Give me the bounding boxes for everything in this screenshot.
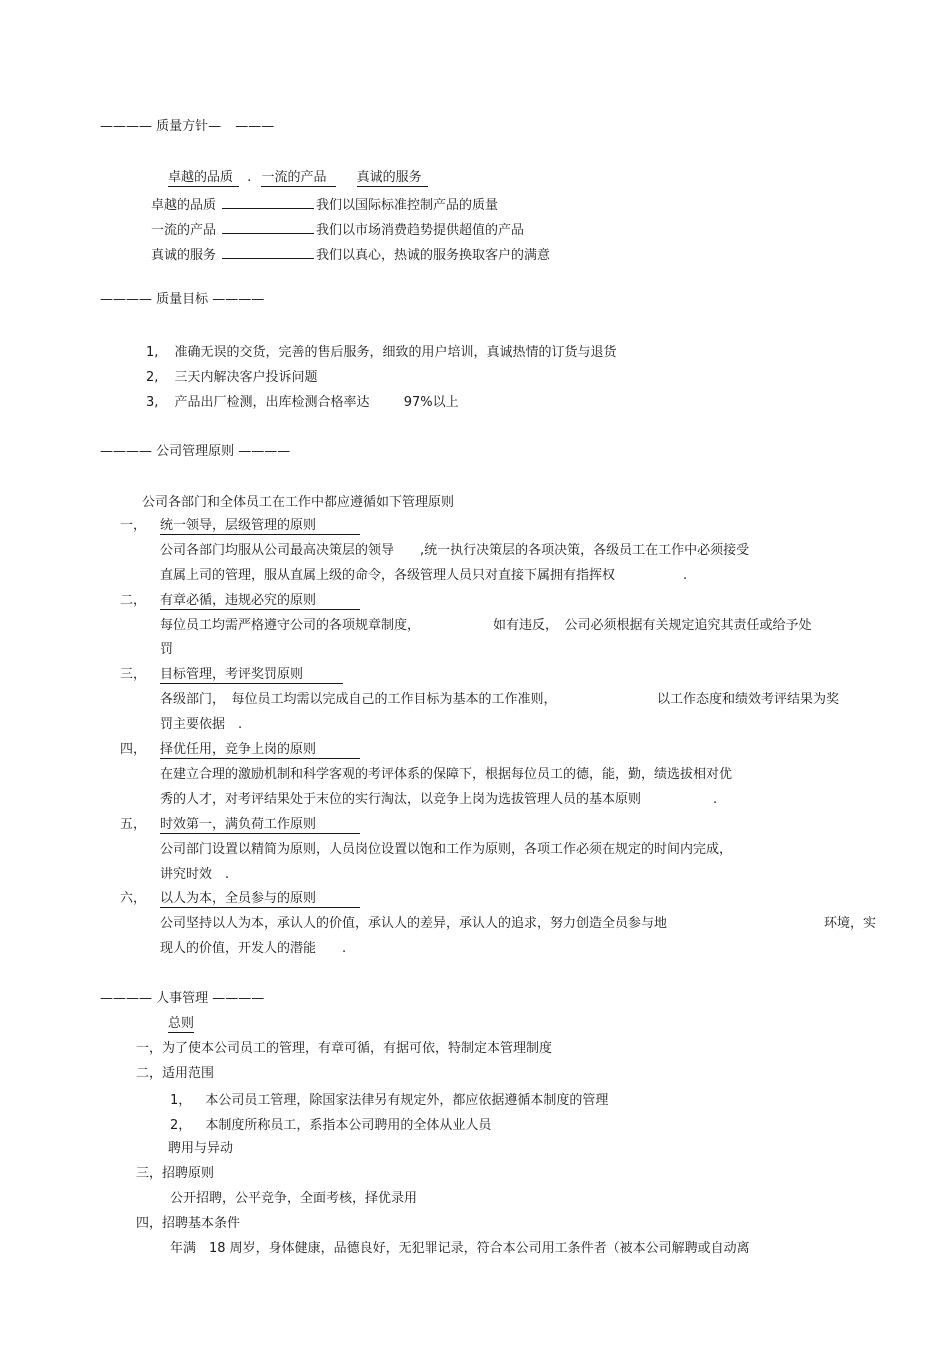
principle-number: 一， bbox=[120, 518, 147, 533]
section-heading-quality-policy bbox=[100, 120, 274, 133]
goal-text: 三天内解决客户投诉问题 bbox=[174, 370, 318, 385]
principle-number: 三， bbox=[120, 667, 147, 682]
hr-clause: 四，招聘基本条件 bbox=[136, 1216, 241, 1231]
hr-subheading: 聘用与异动 bbox=[168, 1141, 234, 1156]
slogan-part-3: 真诚的服务 bbox=[357, 171, 428, 187]
quality-slogan bbox=[168, 171, 428, 187]
goal-number: 1, bbox=[146, 345, 159, 360]
policy-text: 我们以真心，热诚的服务换取客户的满意 bbox=[316, 248, 551, 263]
hr-scope-item bbox=[170, 1119, 491, 1132]
goal-item bbox=[146, 396, 459, 409]
principle-number: 四， bbox=[120, 742, 147, 757]
principle-line: 公司坚持以人为本，承认人的价值，承认人的差异，承认人的追求，努力创造全员参与地 bbox=[160, 916, 668, 931]
underline-blank bbox=[222, 221, 314, 234]
principle-number: 五， bbox=[120, 817, 147, 832]
policy-item bbox=[151, 246, 550, 262]
goal-item bbox=[146, 346, 617, 359]
principle-line: 讲究时效 . bbox=[160, 867, 230, 882]
section-heading-hr: ———— 人事管理 ———— bbox=[100, 991, 265, 1006]
principle-line-continued: 环境，实 bbox=[824, 916, 877, 931]
principle-line bbox=[160, 793, 717, 806]
hr-clause: 二，适用范围 bbox=[136, 1066, 215, 1081]
goal-item bbox=[146, 371, 318, 384]
principle-title: 目标管理，考评奖罚原则 bbox=[160, 668, 343, 684]
principle-line-continued: 以工作态度和绩效考评结果为奖 bbox=[657, 692, 840, 707]
scope-number: 1， bbox=[170, 1093, 192, 1108]
principle-line: 公司部门设置以精简为原则，人员岗位设置以饱和工作为原则，各项工作必须在规定的时间内完成， bbox=[160, 842, 733, 857]
principle-line: 罚主要依据 . bbox=[160, 717, 243, 732]
heading-dash: ——— bbox=[235, 119, 275, 134]
policy-item bbox=[151, 221, 524, 237]
hr-clause: 三，招聘原则 bbox=[136, 1166, 215, 1181]
scope-text: 本公司员工管理，除国家法律另有规定外，都应依据遵循本制度的管理 bbox=[205, 1093, 609, 1108]
policy-text: 我们以国际标准控制产品的质量 bbox=[316, 198, 499, 213]
principle-line-end: . bbox=[683, 568, 688, 583]
principle-line-text: 直属上司的管理，服从直属上级的命令，各级管理人员只对直接下属拥有指挥权 bbox=[160, 568, 616, 583]
goal-number: 3, bbox=[146, 395, 159, 410]
principle-line-text: 秀的人才，对考评结果处于末位的实行淘汰，以竞争上岗为选拔管理人员的基本原则 bbox=[160, 792, 642, 807]
management-intro: 公司各部门和全体员工在工作中都应遵循如下管理原则 bbox=[142, 495, 455, 510]
slogan-separator: . bbox=[247, 170, 252, 185]
principle-title: 以人为本，全员参与的原则 bbox=[160, 892, 360, 908]
policy-label: 卓越的品质 bbox=[151, 198, 217, 213]
policy-item bbox=[151, 196, 498, 212]
principle-line bbox=[160, 569, 687, 582]
principle-line: 公司各部门均服从公司最高决策层的领导 ,统一执行决策层的各项决策，各级员工在工作中必须接受 bbox=[160, 543, 750, 558]
goal-number: 2, bbox=[146, 370, 159, 385]
principle-title: 时效第一，满负荷工作原则 bbox=[160, 818, 360, 834]
principle-number: 六， bbox=[120, 891, 147, 906]
hr-clause: 一，为了使本公司员工的管理，有章可循，有据可依，特制定本管理制度 bbox=[136, 1041, 553, 1056]
goal-value: 97%以上 bbox=[403, 395, 459, 410]
goal-text: 产品出厂检测，出库检测合格率达 bbox=[174, 395, 370, 410]
hr-clause-text: 年满 18 周岁，身体健康，品德良好，无犯罪记录，符合本公司用工条件者（被本公司解聘或自动离 bbox=[170, 1241, 750, 1256]
principle-line: 现人的价值，开发人的潜能 . bbox=[160, 941, 347, 956]
hr-general-heading: 总则 bbox=[168, 1016, 195, 1031]
principle-line-end: . bbox=[713, 792, 718, 807]
principle-title: 择优任用，竞争上岗的原则 bbox=[160, 743, 360, 759]
principle-title: 统一领导，层级管理的原则 bbox=[160, 519, 360, 535]
section-heading-management: ———— 公司管理原则 ———— bbox=[100, 444, 291, 459]
policy-label: 真诚的服务 bbox=[151, 248, 217, 263]
principle-line: 在建立合理的激励机制和科学客观的考评体系的保障下，根据每位员工的德，能，勤，绩选拔相对优 bbox=[160, 767, 733, 782]
scope-number: 2， bbox=[170, 1118, 192, 1133]
slogan-part-2: 一流的产品 bbox=[261, 171, 336, 187]
heading-text: ———— 质量方针— bbox=[100, 119, 222, 134]
scope-text: 本制度所称员工，系指本公司聘用的全体从业人员 bbox=[205, 1118, 492, 1133]
policy-label: 一流的产品 bbox=[151, 223, 217, 238]
principle-line: 每位员工均需严格遵守公司的各项规章制度， bbox=[160, 618, 421, 633]
principle-line-continued: 如有违反， 公司必须根据有关规定追究其责任或给予处 bbox=[493, 618, 812, 633]
principle-number: 二， bbox=[120, 593, 147, 608]
slogan-part-1: 卓越的品质 bbox=[168, 171, 239, 187]
hr-scope-item bbox=[170, 1094, 608, 1107]
underline-blank bbox=[222, 246, 314, 259]
principle-title: 有章必循，违规必究的原则 bbox=[160, 594, 360, 610]
underline-blank bbox=[222, 196, 314, 209]
policy-text: 我们以市场消费趋势提供超值的产品 bbox=[316, 223, 525, 238]
hr-clause-text: 公开招聘，公平竞争，全面考核，择优录用 bbox=[170, 1191, 418, 1206]
section-heading-quality-goals: ———— 质量目标 ———— bbox=[100, 292, 265, 307]
principle-line: 各级部门， 每位员工均需以完成自己的工作目标为基本的工作准则， bbox=[160, 692, 557, 707]
goal-text: 准确无误的交货，完善的售后服务，细致的用户培训，真诚热情的订货与退货 bbox=[174, 345, 617, 360]
principle-line: 罚 bbox=[160, 642, 174, 657]
